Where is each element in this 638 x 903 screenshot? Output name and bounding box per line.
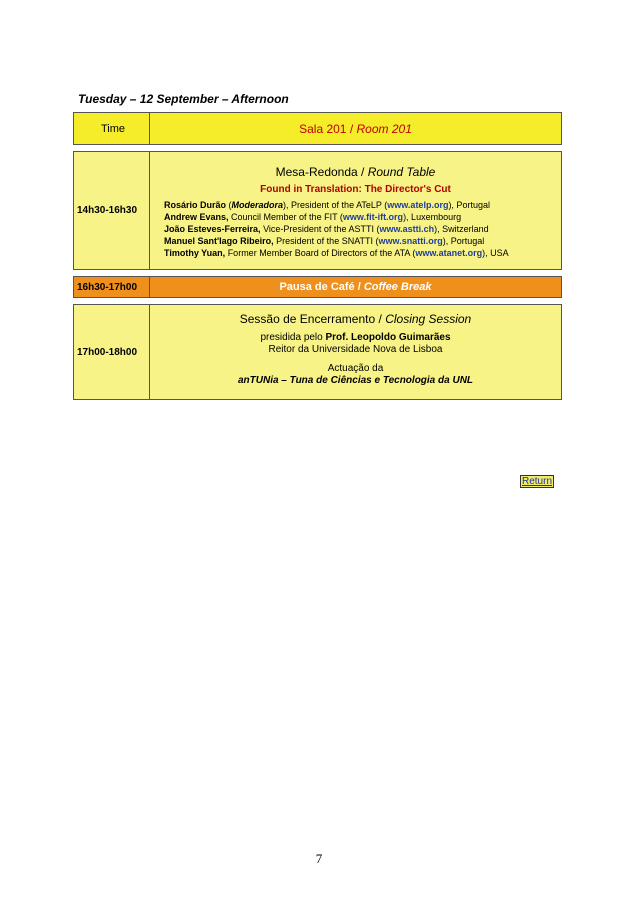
performance-group: anTUNia – Tuna de Ciências e Tecnologia da UNL (237, 375, 474, 386)
presided-role: Reitor da Universidade Nova de Lisboa (268, 344, 443, 355)
participant (164, 211, 561, 223)
participant-desc: President of the SNATTI ( (273, 236, 379, 246)
page-heading: Tuesday – 12 September – Afternoon (78, 92, 289, 106)
slot-closing-session (74, 305, 562, 400)
participant-link[interactable]: www.astti.ch (379, 224, 435, 234)
slot-round-table (74, 152, 562, 270)
participant-desc: Council Member of the FIT ( (228, 212, 343, 222)
participant-close: ), Switzerland (434, 224, 489, 234)
participant-close: ), Portugal (448, 200, 490, 210)
header-row (74, 113, 562, 145)
time-header: Time (74, 113, 150, 145)
participant-name: Manuel Sant'Iago Ribeiro, (164, 236, 274, 246)
schedule-table (73, 112, 562, 400)
page-number: 7 (315, 851, 323, 866)
slot2-content (150, 277, 562, 298)
slot3-title-en: Closing Session (385, 312, 472, 326)
room-en: Room 201 (356, 121, 412, 136)
participant-desc: ), President of the ATeLP ( (283, 200, 388, 210)
slot2-title-sep: / (354, 281, 364, 293)
slot3-time: 17h00-18h00 (74, 305, 150, 400)
participant-desc: Vice-President of the ASTTI ( (260, 224, 380, 234)
room-header (150, 113, 562, 145)
slot1-title-en: Round Table (367, 165, 436, 179)
participant-close: ), Luxembourg (403, 212, 462, 222)
participants-list (150, 199, 561, 259)
participant (164, 199, 561, 211)
participant-link[interactable]: www.fit-ift.org (342, 212, 404, 222)
participant (164, 247, 561, 259)
participant (164, 235, 561, 247)
room-sep: / (346, 121, 357, 136)
slot2-title-en: Coffee Break (363, 281, 432, 293)
presided-name: Prof. Leopoldo Guimarães (325, 332, 451, 343)
return-link[interactable]: Return (522, 476, 553, 487)
participant-name: João Esteves-Ferreira, (164, 224, 261, 234)
participant-link[interactable]: www.atelp.org (387, 200, 449, 210)
participant-desc: Former Member Board of Directors of the ATA ( (225, 248, 416, 258)
slot1-time: 14h30-16h30 (74, 152, 150, 270)
participant-name: Rosário Durão (164, 200, 227, 210)
participant (164, 223, 561, 235)
slot3-title-sep: / (375, 312, 386, 326)
participant-link[interactable]: www.atanet.org (415, 248, 483, 258)
slot1-title-pt: Mesa-Redonda (275, 165, 358, 179)
room-pt: Sala 201 (299, 121, 347, 136)
slot-coffee-break (74, 277, 562, 298)
presided-prefix: presidida pelo (260, 332, 326, 343)
participant-link[interactable]: www.snatti.org (378, 236, 443, 246)
slot1-title-sep: / (357, 165, 368, 179)
participant-close: ), Portugal (442, 236, 485, 246)
slot3-title-pt: Sessão de Encerramento (239, 312, 376, 326)
slot2-title-pt: Pausa de Café (279, 281, 355, 293)
slot2-time: 16h30-17h00 (74, 277, 150, 298)
participant-open: ( (226, 200, 232, 210)
participant-name: Timothy Yuan, (164, 248, 226, 258)
participant-name: Andrew Evans, (164, 212, 229, 222)
slot1-content (150, 152, 562, 270)
performance-label: Actuação da (327, 363, 384, 374)
participant-role: Moderadora (231, 200, 284, 210)
participant-close: ), USA (482, 248, 509, 258)
slot3-content (150, 305, 562, 400)
slot1-subtitle: Found in Translation: The Director's Cut (260, 184, 451, 195)
